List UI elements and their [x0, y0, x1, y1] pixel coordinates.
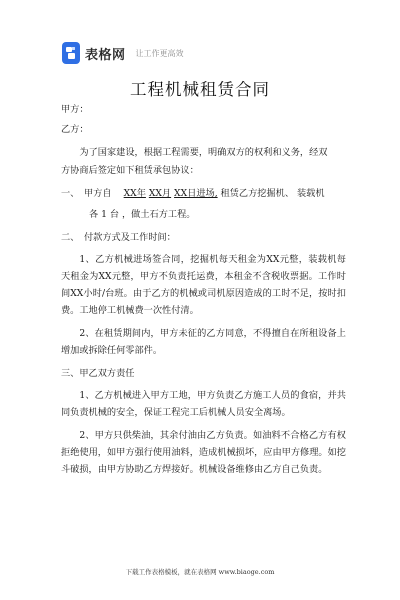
section-3-paragraph-2: 2、甲方只供柴油，其余付油由乙方负责。如油料不合格乙方有权拒绝使用，如甲方强行使用油料，造成机械损坏，应由甲方修理。如挖斗破损，由甲方协助乙方焊接好。机械设备维修由乙方自己负责。	[61, 430, 346, 475]
section-3-heading: 三、甲乙双方责任	[61, 368, 135, 379]
section-1-rest: 租赁乙方挖掘机、 装载机	[220, 188, 325, 199]
section-2-paragraph-2: 2、在租赁期间内，甲方未征的乙方同意，不得擅自在所租设备上增加或拆除任何零部件。	[61, 328, 346, 356]
section-1-day-site: XX日进场,	[174, 188, 218, 199]
section-1-year: XX年	[123, 188, 146, 199]
section-1-prefix: 一、 甲方自	[61, 188, 121, 199]
section-1	[61, 187, 346, 201]
section-2-heading: 二、 付款方式及工作时间：	[61, 232, 176, 243]
section-2-paragraph-1: 1、乙方机械进场签合同，挖掘机每天租金为XX元整，装载机每天租金为XX元整，甲方不负责托运费，本租金不含税收票据。工作时间XX小时/台班。由于乙方的机械或司机原因造成的工时不足，按时扣费。工地停工机械费一次性付清。	[61, 254, 346, 316]
intro-line-1: 为了国家建设，根据工程需要，明确双方的权利和义务，经双	[79, 147, 328, 158]
brand-tagline: 让工作更高效	[135, 48, 184, 58]
document-title: 工程机械租赁合同	[130, 80, 270, 99]
section-1-month: XX月	[148, 188, 172, 199]
logo-icon	[62, 42, 80, 64]
brand-name: 表格网	[85, 47, 126, 63]
party-a-label: 甲方：	[61, 104, 89, 115]
site-header	[62, 40, 184, 66]
page-footer: 下载工作表格模板，就在表格网 www.biaoge.com	[125, 568, 275, 576]
intro-line-2: 方协商后签定如下租赁承包协议：	[61, 165, 199, 176]
section-3-paragraph-1: 1、乙方机械进入甲方工地，甲方负责乙方施工人员的食宿，并共同负责机械的安全，保证工程完工后机械人员安全离场。	[61, 390, 346, 418]
party-b-label: 乙方：	[61, 124, 89, 135]
document-body	[61, 100, 346, 478]
section-1-line-2: 各 1 台 ，做土石方工程。	[89, 209, 196, 220]
